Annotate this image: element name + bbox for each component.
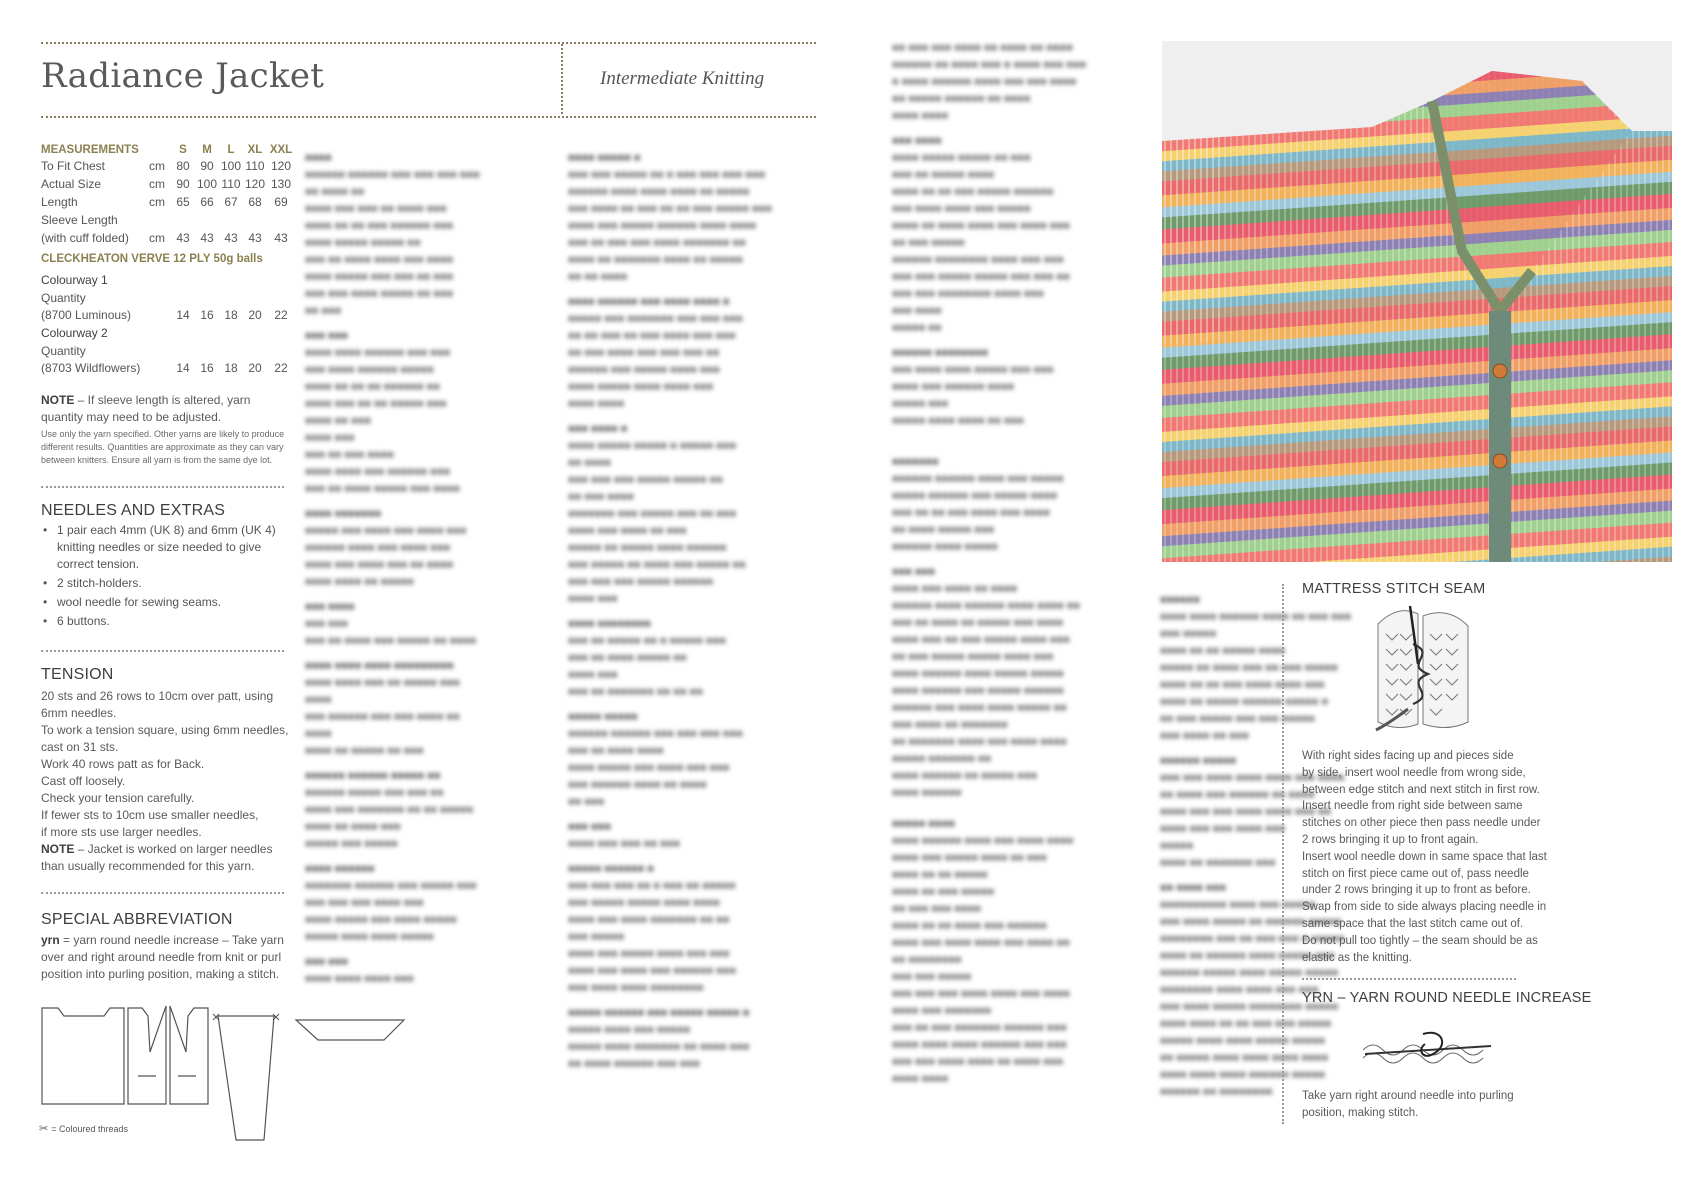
section-divider — [41, 486, 284, 488]
jacket-photo — [1162, 41, 1672, 562]
header-divider — [561, 44, 563, 114]
text-line: stitch on first piece came out of, pass needle — [1302, 867, 1529, 880]
text-line: Check your tension carefully. — [41, 791, 195, 805]
row-label: To Fit Chest — [41, 159, 106, 173]
text-line: position into purling position, making a stitch. — [41, 967, 280, 981]
text-line: With right sides facing up and pieces side — [1302, 750, 1514, 762]
legend-text: = Coloured threads — [51, 1123, 129, 1134]
section-divider — [41, 650, 284, 652]
size-header: M — [202, 144, 212, 156]
cell: 22 — [274, 361, 288, 375]
cell: 14 — [176, 308, 190, 322]
pattern-instructions-blurred: ■■■■ ■■■■■■ ■■■■■■ ■■■ ■■■ ■■■ ■■■ ■■ ■■■■ ■■ ■■■■ ■■■ ■■■ ■■ ■■■■ ■■■ ■■■■ ■■ ■■ ■■■ ■■■■■■ ■■■ ■■■■ ■■■■■ ■■■■■ ■■ ■■■ ■■ ■■■■ ■■■■ ■■■ ■■■■ ■■■■ ■■■■■ ■■■ ■■■ ■■ ■■■ ■■■ ■■■ ■■■■ ■■■■■ ■■ ■■■ ■■ ■■■ ■■■ ■■■ ■■■■ ■■■■ ■■■■■■ ■■■ ■■■ ■■■ ■■■■ ■■■■■■ ■■■■■ ■■■■ ■■ ■■ ■■ ■■■■■■ ■■ ■■■■ ■■■ ■■ ■■ ■■■■■ ■■■ ■■■■ ■■ ■■■ ■■■■ ■■■ ■■■ ■■ ■■■ ■■■■ ■■■■ ■■■■ ■■■ ■■■■■■ ■■■ ■■■ ■■ ■■■■ ■■■■■ ■■■ ■■■■ ■■■■ ■■■■■■■ ■■■■■ ■■■ ■■■■ ■■■ ■■■■ ■■■ ■■■■■■ ■■■■ ■■■ ■■■■ ■■■ ■■■■ ■■■ ■■■■ ■■■ ■■ ■■■■ ■■■■ ■■■■ ■■ ■■■■■ ■■■ ■■■■ ■■■ ■■■ ■■■ ■■ ■■■■ ■■■ ■■■■■ ■■ ■■■■ ■■■■ ■■■■ ■■■■ ■■■■■■■■■ ■■■■ ■■■■ ■■■ ■■ ■■■■■ ■■■ ■■■■ ■■■ ■■■■■■ ■■■ ■■■ ■■■■ ■■ ■■■■ ■■■■ ■■ ■■■■■ ■■ ■■■ ■■■■■■ ■■■■■■ ■■■■■ ■■ ■■■■■■ ■■■■■ ■■■ ■■■ ■■ ■■■■ ■■■ ■■■■■■■ ■■ ■■ ■■■■■ ■■■■ ■■ ■■■■ ■■■ ■■■■■ ■■■ ■■■■■ ■■■■ ■■■■■■ ■■■■■■■ ■■■■■■ ■■■ ■■■■■ ■■■ ■■■ ■■■ ■■■ ■■■■ ■■■ ■■■■ ■■■■■ ■■■ ■■■■ ■■■■■ ■■■■■ ■■■■ ■■■■ ■■■■■ ■■■ ■■■ ■■■■ ■■■■ ■■■■ ■■■ — [305, 152, 480, 985]
right-page — [848, 0, 1697, 1200]
list-item: • wool needle for sewing seams. — [41, 594, 281, 611]
size-header: L — [227, 144, 235, 156]
yarn-note — [41, 392, 286, 426]
needles-list — [41, 522, 281, 632]
text-line: than usually recommended for this yarn. — [41, 859, 255, 873]
measurement-row — [41, 195, 295, 213]
cell: 16 — [200, 308, 214, 322]
left-page — [0, 0, 848, 1200]
cell: 68 — [248, 195, 262, 209]
button-icon — [1493, 364, 1507, 378]
note-label: NOTE — [41, 393, 75, 407]
mattress-text — [1302, 748, 1547, 966]
text-line: Swap from side to side always placing needle in — [1302, 901, 1547, 914]
measurement-row — [41, 213, 295, 231]
cell: 65 — [176, 195, 190, 209]
quantity-row — [41, 308, 295, 326]
yrn-text — [1302, 1088, 1547, 1122]
cell: 90 — [200, 159, 214, 173]
cell: 100 — [220, 159, 242, 173]
cell: 110 — [245, 159, 265, 173]
text-line: Insert needle from right side between same — [1302, 800, 1523, 813]
cell: 18 — [224, 361, 238, 375]
text-line: under 2 rows bringing it up to front as before. — [1302, 884, 1531, 897]
cell: 90 — [176, 177, 190, 191]
mattress-heading: MATTRESS STITCH SEAM — [1302, 581, 1486, 597]
cell: 18 — [224, 308, 238, 322]
text-line: if more sts use larger needles. — [41, 825, 202, 839]
cell: 20 — [248, 361, 262, 375]
text-line: stitches on other piece then pass needle under — [1302, 817, 1541, 830]
row-label: Sleeve Length — [41, 213, 118, 227]
list-item: • 2 stitch-holders. — [41, 575, 281, 592]
cell: 43 — [200, 231, 214, 245]
row-label: Length — [41, 195, 78, 209]
text-line: position, making stitch. — [1302, 1106, 1419, 1119]
size-header: XL — [247, 144, 263, 156]
size-header: XXL — [269, 144, 293, 156]
colourway-name: Colourway 2 — [41, 326, 108, 340]
row-unit: cm — [149, 159, 165, 173]
pattern-instructions-blurred: ■■ ■■■ ■■■ ■■■■ ■■ ■■■■ ■■ ■■■■ ■■■■■■ ■■ ■■■■ ■■■ ■ ■■■■ ■■■ ■■■ ■ ■■■■ ■■■■■■ ■■■■ ■■■ ■■■ ■■■■ ■■ ■■■■■ ■■■■■■ ■■ ■■■■ ■■■■ ■■■■ ■■■ ■■■■ ■■■■ ■■■■■ ■■■■■ ■■ ■■■ ■■■ ■■ ■■■■■ ■■■■ ■■■■ ■■ ■■ ■■■ ■■■■■ ■■■■■■ ■■■ ■■■■ ■■■■ ■■■ ■■■■■ ■■■■ ■■ ■■■■ ■■■■ ■■■ ■■■■ ■■■ ■■ ■■■ ■■■■■ ■■■■■■ ■■■■■■■■ ■■■■ ■■■ ■■■ ■■■ ■■■ ■■■■■ ■■■■■ ■■■ ■■■ ■■ ■■■ ■■■ ■■■■■■■■ ■■■■ ■■■ ■■■ ■■■■ ■■■■■ ■■ ■■■■■■ ■■■■■■■■ ■■■ ■■■■ ■■■■ ■■■■■ ■■■ ■■■ ■■■■ ■■■ ■■■■■■ ■■■■ ■■■■■ ■■■ ■■■■■ ■■■■ ■■■■ ■■ ■■■ ■■■■■■■ ■■■■■■ ■■■■■■ ■■■■ ■■■ ■■■■■ ■■■■■ ■■■■■■ ■■■ ■■■■■ ■■■■ ■■■ ■■ ■■ ■■■ ■■■■ ■■■ ■■■■ ■■ ■■■■ ■■■■■ ■■■ ■■■■■■ ■■■■ ■■■■■ ■■■ ■■■ ■■■■ ■■■ ■■■■ ■■ ■■■■ ■■■■■■ ■■■■ ■■■■■■ ■■■■ ■■■■ ■■ ■■■ ■■ ■■■■ ■■ ■■■■■ ■■■ ■■■■ ■■■■ ■■■ ■■ ■■■ ■■■■■ ■■■■ ■■■ ■■ ■■■ ■■■■■ ■■■■■ ■■■■ ■■■ ■■■■ ■■■■■■ ■■■■ ■■■■■ ■■■■■ ■■■■ ■■■■■■ ■■■ ■■■■■ ■■■■■■ ■■■■■■ ■■■ ■■■■ ■■■■ ■■■■■ ■■ ■■■ ■■■■ ■■ ■■■■■■■ ■■ ■■■■■■■ ■■■■ ■■■ ■■■■ ■■■■ ■■■■■ ■■■■■■■ ■■ ■■■■ ■■■■■■ ■■ ■■■■■ ■■■ ■■■■ ■■■■■■ ■■■■■ ■■■■ ■■■■ ■■■■■■ ■■■■ ■■■ ■■■■ ■■■■ ■■■■ ■■■ ■■■■■ ■■■■ ■■ ■■■ ■■■■ ■■ ■■ ■■■■■ ■■■■ ■■ ■■■ ■■■■■ ■■ ■■■ ■■■ ■■■■ ■■■■ ■■ ■■ ■■■■ ■■■ ■■■■■■ ■■■■ ■■■ ■■■■ ■■■■ ■■■ ■■■■ ■■ ■■ ■■■■■■■■ ■■■ ■■■ ■■■■■ ■■■ ■■■ ■■■ ■■■■ ■■■■ ■■■ ■■■■ ■■■■ ■■■ ■■■■■■■ ■■■ ■■ ■■■ ■■■■■■■ ■■■■■■ ■■■ ■■■■ ■■■■ ■■■■ ■■■■■■ ■■■ ■■■ ■■■ ■■■ ■■■■ ■■■■ ■■ ■■■■ ■■■ ■■■■ ■■■■ — [892, 42, 1087, 1085]
yarn-fineprint: Use only the yarn specified. Other yarns are likely to produce different results. Quantities are approximate as they can vary between knitters. Ensure all yarn is from the same dye lot. — [41, 429, 285, 465]
yrn-heading: YRN – YARN ROUND NEEDLE INCREASE — [1302, 990, 1592, 1006]
abbreviation-text — [41, 932, 301, 983]
cell: 16 — [200, 361, 214, 375]
text-line: Take yarn right around needle into purling — [1302, 1090, 1514, 1102]
cell: 43 — [274, 231, 288, 245]
diagram-legend — [39, 1122, 128, 1135]
scissors-icon: ✂ — [39, 1123, 49, 1135]
text-line: – Jacket is worked on larger needles — [74, 842, 273, 856]
row-unit: cm — [149, 231, 165, 245]
cell: 120 — [244, 177, 266, 191]
text-line: by side, insert wool needle from wrong side, — [1302, 766, 1526, 779]
right-front-outline — [170, 1006, 208, 1104]
section-divider — [1302, 978, 1516, 980]
section-divider — [41, 892, 284, 894]
cell: 22 — [274, 308, 288, 322]
measurement-row — [41, 231, 295, 249]
yarn-heading: CLECKHEATON VERVE 12 PLY 50g balls — [41, 253, 263, 265]
text-line: Insert wool needle down in same space that last — [1302, 850, 1547, 863]
quantity-row — [41, 361, 295, 379]
yarn-round-needle-illustration — [1363, 1024, 1493, 1076]
abbreviation-term: yrn — [41, 933, 60, 947]
left-front-outline — [128, 1006, 166, 1104]
cell: 80 — [176, 159, 190, 173]
list-item: • 6 buttons. — [41, 613, 281, 630]
page-title: Radiance Jacket — [41, 56, 325, 96]
cell: 43 — [248, 231, 262, 245]
text-line: elastic as the knitting. — [1302, 951, 1412, 964]
text-line: Cast off loosely. — [41, 774, 126, 788]
row-label: Actual Size — [41, 177, 102, 191]
sleeve-outline — [218, 1016, 274, 1140]
tension-text — [41, 688, 291, 875]
shade-label: (8703 Wildflowers) — [41, 361, 141, 375]
note-label: NOTE — [41, 842, 75, 856]
cell: 67 — [224, 195, 238, 209]
size-header: S — [179, 144, 187, 156]
needles-heading: NEEDLES AND EXTRAS — [41, 502, 226, 519]
cell: 100 — [196, 177, 218, 191]
cell: 120 — [270, 159, 292, 173]
text-line: Do not pull too tightly – the seam should be as — [1302, 934, 1538, 947]
text-line: If fewer sts to 10cm use smaller needles, — [41, 808, 259, 822]
button-icon — [1493, 454, 1507, 468]
cell: 66 — [200, 195, 214, 209]
text-line: cast on 31 sts. — [41, 740, 119, 754]
row-label: (with cuff folded) — [41, 231, 129, 245]
text-line: between edge stitch and next stitch in first row. — [1302, 783, 1540, 796]
cell: 130 — [270, 177, 292, 191]
text-line: same space that the last stitch came out of. — [1302, 917, 1524, 930]
jacket-illustration — [1162, 41, 1672, 562]
text-line: over and right around needle from knit or purl — [41, 950, 282, 964]
shade-label: (8700 Luminous) — [41, 308, 132, 322]
cell: 110 — [221, 177, 241, 191]
text-line: 2 rows bringing it up to front again. — [1302, 833, 1479, 846]
text-line: Work 40 rows patt as for Back. — [41, 757, 205, 771]
text-line: To work a tension square, using 6mm needles, — [41, 723, 289, 737]
text-line: = yarn round needle increase – Take yarn — [59, 933, 284, 947]
cell: 43 — [176, 231, 190, 245]
row-unit: cm — [149, 177, 165, 191]
abbreviation-heading: SPECIAL ABBREVIATION — [41, 911, 233, 928]
text-line: 20 sts and 26 rows to 10cm over patt, using — [41, 689, 274, 703]
collar-outline — [296, 1020, 404, 1040]
header-rule-bottom — [41, 116, 816, 118]
measurements-table — [41, 141, 295, 379]
cell: 20 — [248, 308, 262, 322]
pattern-instructions-blurred: ■■■■■■ ■■■■ ■■■■ ■■■■■■ ■■■■ ■■ ■■■ ■■■ ■■■ ■■■■■ ■■■■ ■■ ■■ ■■■■■ ■■■■ ■■■■■ ■■ ■■■■ ■■■ ■■ ■■■ ■■■■■ ■■■■ ■■ ■■ ■■■ ■■■■ ■■■■ ■■■ ■■■■ ■■ ■■■■■ ■■■■■■ ■■■■■ ■ ■■ ■■■ ■■■■■ ■■■ ■■■ ■■■■■ ■■■ ■■■■ ■■ ■■■ ■■■■■■ ■■■■■ ■■■ ■■■ ■■■■ ■■■■ ■■■■ ■■■ ■■■■ ■■ ■■■■ ■■■ ■■■■■■ ■■ ■■■■ ■■■■ ■■■ ■■■ ■■■■ ■■■■ ■■■ ■■ ■■■■ ■■■ ■■■ ■■■■ ■■■ ■■■■■ ■■■■ ■■ ■■■■■■■ ■■■ ■■ ■■■■ ■■■ ■■■■■■■■■■ ■■■■ ■■■ ■■■■■ ■■■ ■■■■ ■■■■■ ■■ ■■■■■■ ■■■■■ ■■■■■■■■ ■■■ ■■ ■■■ ■■■ ■ ■■■■■ ■■■■ ■■ ■■■■■■ ■■■■ ■■■■■ ■■■ ■■■■■■ ■■■■■ ■■■■ ■■■■■ ■■■■■ ■■■■■■■■ ■■■■ ■■■■ ■■■ ■■■ ■■■ ■■■■ ■■■■■ ■■■■■■■■ ■■■■■ ■■■■ ■■■■ ■■ ■■ ■■■ ■■■ ■■■■■ ■■■■■ ■■■■ ■■■■ ■■■■■ ■■■■■ ■■ ■■■■■ ■■■■ ■■■■ ■■■■ ■■■■ ■■■■ ■■■■ ■■■■ ■■■■■■ ■■■■■ ■■■■■■ ■■ ■■■■■■■■ — [1160, 594, 1352, 1098]
cell: 14 — [176, 361, 190, 375]
difficulty-label: Intermediate Knitting — [600, 68, 765, 89]
cell: 43 — [224, 231, 238, 245]
text-line: 6mm needles. — [41, 706, 117, 720]
cell: 69 — [274, 195, 288, 209]
measurement-row — [41, 159, 295, 177]
list-item: • 1 pair each 4mm (UK 8) and 6mm (UK 4) knitting needles or size needed to give correct tension. — [41, 522, 281, 573]
tension-heading: TENSION — [41, 666, 114, 683]
quantity-label: Quantity — [41, 344, 86, 358]
pattern-instructions-blurred: ■■■■ ■■■■■ ■ ■■■ ■■■ ■■■■■ ■■ ■ ■■■ ■■■ ■■■ ■■■ ■■■■■■ ■■■■ ■■■■ ■■■■ ■■ ■■■■■ ■■■ ■■■■ ■■ ■■■ ■■ ■■ ■■■ ■■■■■ ■■■ ■■■■ ■■■ ■■■■■ ■■■■■■ ■■■■ ■■■■ ■■■ ■■ ■■■ ■■■ ■■■■ ■■■■■■■ ■■ ■■■■ ■■ ■■■■■■■ ■■■■ ■■ ■■■■■ ■■ ■■ ■■■■ ■■■■ ■■■■■■ ■■■ ■■■■ ■■■■ ■ ■■■■■ ■■■ ■■■■■■■ ■■■ ■■■ ■■■ ■■ ■■ ■■■ ■■ ■■■ ■■■■ ■■■ ■■■ ■■ ■■■ ■■■■ ■■■ ■■■ ■■■ ■■ ■■■■■■ ■■■ ■■■■■ ■■■■ ■■■ ■■■■ ■■■■■ ■■■■ ■■■■ ■■■ ■■■■ ■■■■ ■■■ ■■■■ ■ ■■■■ ■■■■■ ■■■■■ ■ ■■■■■ ■■■ ■■ ■■■■ ■■■ ■■■ ■■■ ■■■■■ ■■■■■ ■■ ■■ ■■■ ■■■■ ■■■■■■■ ■■■ ■■■■■ ■■■ ■■ ■■■ ■■■■ ■■■ ■■■■ ■■ ■■■ ■■■■■ ■■ ■■■■■ ■■■■ ■■■■■■ ■■■ ■■■■■ ■■ ■■■■ ■■■ ■■■■■ ■■ ■■■ ■■■ ■■■ ■■■■■ ■■■■■■ ■■■■ ■■■ ■■■■ ■■■■■■■■ ■■■ ■■ ■■■■■ ■■ ■ ■■■■■ ■■■ ■■■ ■■ ■■■■ ■■■■■ ■■ ■■■■ ■■■ ■■■ ■■ ■■■■■■■ ■■ ■■ ■■ ■■■■■ ■■■■■ ■■■■■■ ■■■■■■ ■■■ ■■■ ■■■ ■■■ ■■■ ■■ ■■■■ ■■■■ ■■■■ ■■■■■ ■■■ ■■■■ ■■■ ■■■ ■■■ ■■■■■■ ■■■■ ■■ ■■■■ ■■ ■■■ ■■■ ■■■ ■■■■ ■■■ ■■■ ■■ ■■■ ■■■■■ ■■■■■■ ■ ■■■ ■■■ ■■■ ■■ ■ ■■■ ■■ ■■■■■ ■■■ ■■■■■ ■■■■■ ■■■■ ■■■■ ■■■■ ■■■ ■■■■ ■■■■■■■ ■■ ■■ ■■■ ■■■■■ ■■■■ ■■■ ■■■■■ ■■■■ ■■■ ■■■ ■■■■ ■■■ ■■■■ ■■■ ■■■■■■ ■■■ ■■■ ■■■■ ■■■■ ■■■■■■■■ ■■■■■ ■■■■■■ ■■■ ■■■■■ ■■■■■ ■ ■■■■■ ■■■■ ■■■ ■■■■■ ■■■■■ ■■■■ ■■■■■■■ ■■ ■■■■ ■■■ ■■ ■■■■ ■■■■■■ ■■■ ■■■ — [568, 152, 772, 1070]
quantity-label: Quantity — [41, 291, 86, 305]
note-text: – If sleeve length is altered, yarn quantity may need to be adjusted. — [41, 393, 251, 424]
colourway-name: Colourway 1 — [41, 273, 108, 287]
mattress-stitch-illustration — [1368, 604, 1478, 734]
measurement-row — [41, 177, 295, 195]
sidebar-divider — [1282, 584, 1284, 1124]
row-unit: cm — [149, 195, 165, 209]
back-piece-outline — [42, 1008, 124, 1104]
header-rule-top — [41, 42, 816, 44]
measurements-heading: MEASUREMENTS — [41, 144, 139, 156]
